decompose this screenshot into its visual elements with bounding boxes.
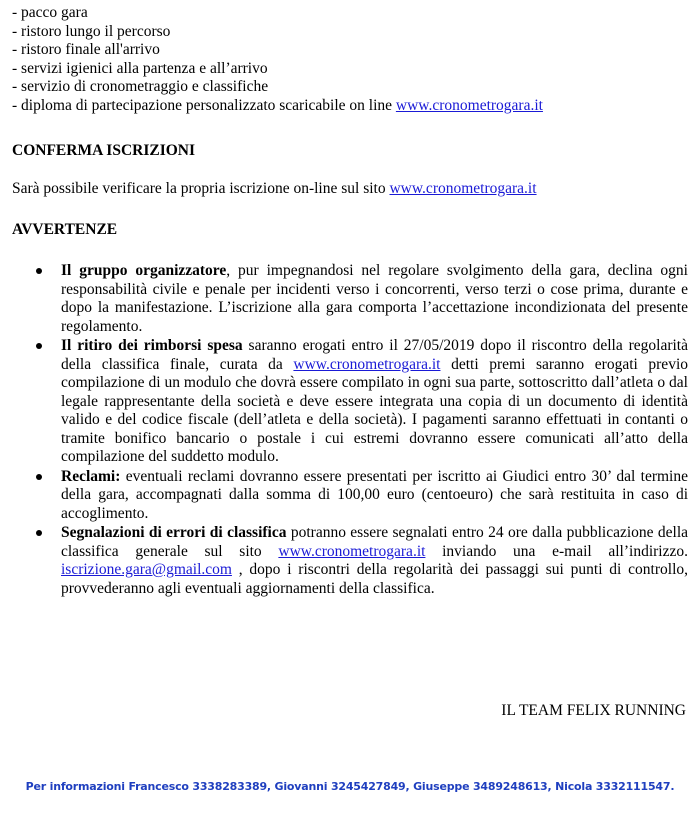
conferma-text: Sarà possibile verificare la propria iscrizione on-line sul sito <box>12 180 390 197</box>
avvertenza-text: eventuali reclami dovranno essere presentati per iscritto ai Giudici entro 30’ dal termine della gara, accompagnati dalla somma di 100,00 euro (centoeuro) che sarà restituita in caso di accoglimento. <box>61 467 688 522</box>
service-item-diploma <box>12 97 543 116</box>
bullet-icon <box>36 474 42 480</box>
cronometrogara-link[interactable]: www.cronometrogara.it <box>293 355 441 373</box>
cronometrogara-link[interactable]: www.cronometrogara.it <box>389 180 537 197</box>
conferma-paragraph <box>12 180 537 199</box>
avvertenza-text: potranno essere segnalati entro 24 ore dalla pubblicazione della classifica generale sul sito <box>61 524 689 560</box>
service-item: - pacco gara <box>12 4 88 21</box>
team-signature: IL TEAM FELIX RUNNING <box>501 702 686 719</box>
avvertenza-bold: Reclami: <box>61 467 121 485</box>
avvertenza-text: inviando una e-mail all’indirizzo. <box>425 542 688 560</box>
service-item: - servizi igienici alla partenza e all’arrivo <box>12 59 268 77</box>
avvertenza-bold: Il ritiro dei rimborsi spesa <box>61 337 243 354</box>
contact-footer: Per informazioni Francesco 3338283389, Giovanni 3245427849, Giuseppe 3489248613, Nicola 3332111547. <box>25 780 675 793</box>
service-item: - servizio di cronometraggio e classifiche <box>12 78 269 95</box>
bullet-icon <box>36 268 42 274</box>
avvertenza-text: detti premi saranno erogati previo compilazione di un modulo che dovrà essere compilato in ogni sua parte, sottoscritto dall’atleta o dal legale rappresentante della società e deve essere integrata una copia di un documento di identità valido e del codice fiscale (dell’atleta e della società). I pagamenti saranno effettuati in contanti o tramite bonifico bancario o postale i cui estremi dovranno essere comunicati all’atto della compilazione del suddetto modulo. <box>61 355 688 465</box>
service-item: - ristoro finale all'arrivo <box>12 41 160 58</box>
diploma-text: - diploma di partecipazione personalizzato scaricabile on line <box>12 96 396 114</box>
avvertenza-bold: Segnalazioni di errori di classifica <box>61 524 287 541</box>
avvertenza-text: , pur impegnandosi nel regolare svolgimento della gara, declina ogni responsabilità civile e penale per incidenti verso i concorrenti, verso terzi o cose prima, durante e dopo la manifestazione. L’iscrizione alla gara comporta l’accettazione incondizionata del presente regolamento. <box>61 262 688 335</box>
email-link[interactable]: iscrizione.gara@gmail.com <box>61 561 232 578</box>
avvertenze-list <box>32 262 688 599</box>
conferma-heading: CONFERMA ISCRIZIONI <box>12 142 196 159</box>
avvertenze-heading: AVVERTENZE <box>12 221 118 238</box>
avvertenza-item <box>32 468 688 524</box>
avvertenza-text: , dopo i riscontri della regolarità dei passaggi sui punti di controllo, provvederanno agli eventuali aggiornamenti della classifica. <box>61 561 688 597</box>
services-list <box>12 4 543 115</box>
cronometrogara-link[interactable]: www.cronometrogara.it <box>395 96 543 114</box>
avvertenza-item <box>32 337 688 467</box>
avvertenza-item <box>32 262 688 336</box>
avvertenza-bold: Il gruppo organizzatore <box>61 262 227 279</box>
bullet-icon <box>36 530 42 536</box>
bullet-icon <box>36 343 42 349</box>
cronometrogara-link[interactable]: www.cronometrogara.it <box>278 542 426 560</box>
avvertenza-item <box>32 524 688 598</box>
avvertenza-text: saranno erogati entro il 27/05/2019 dopo il riscontro della regolarità della classifica finale, curata da <box>61 337 688 373</box>
service-item: - ristoro lungo il percorso <box>12 22 171 40</box>
